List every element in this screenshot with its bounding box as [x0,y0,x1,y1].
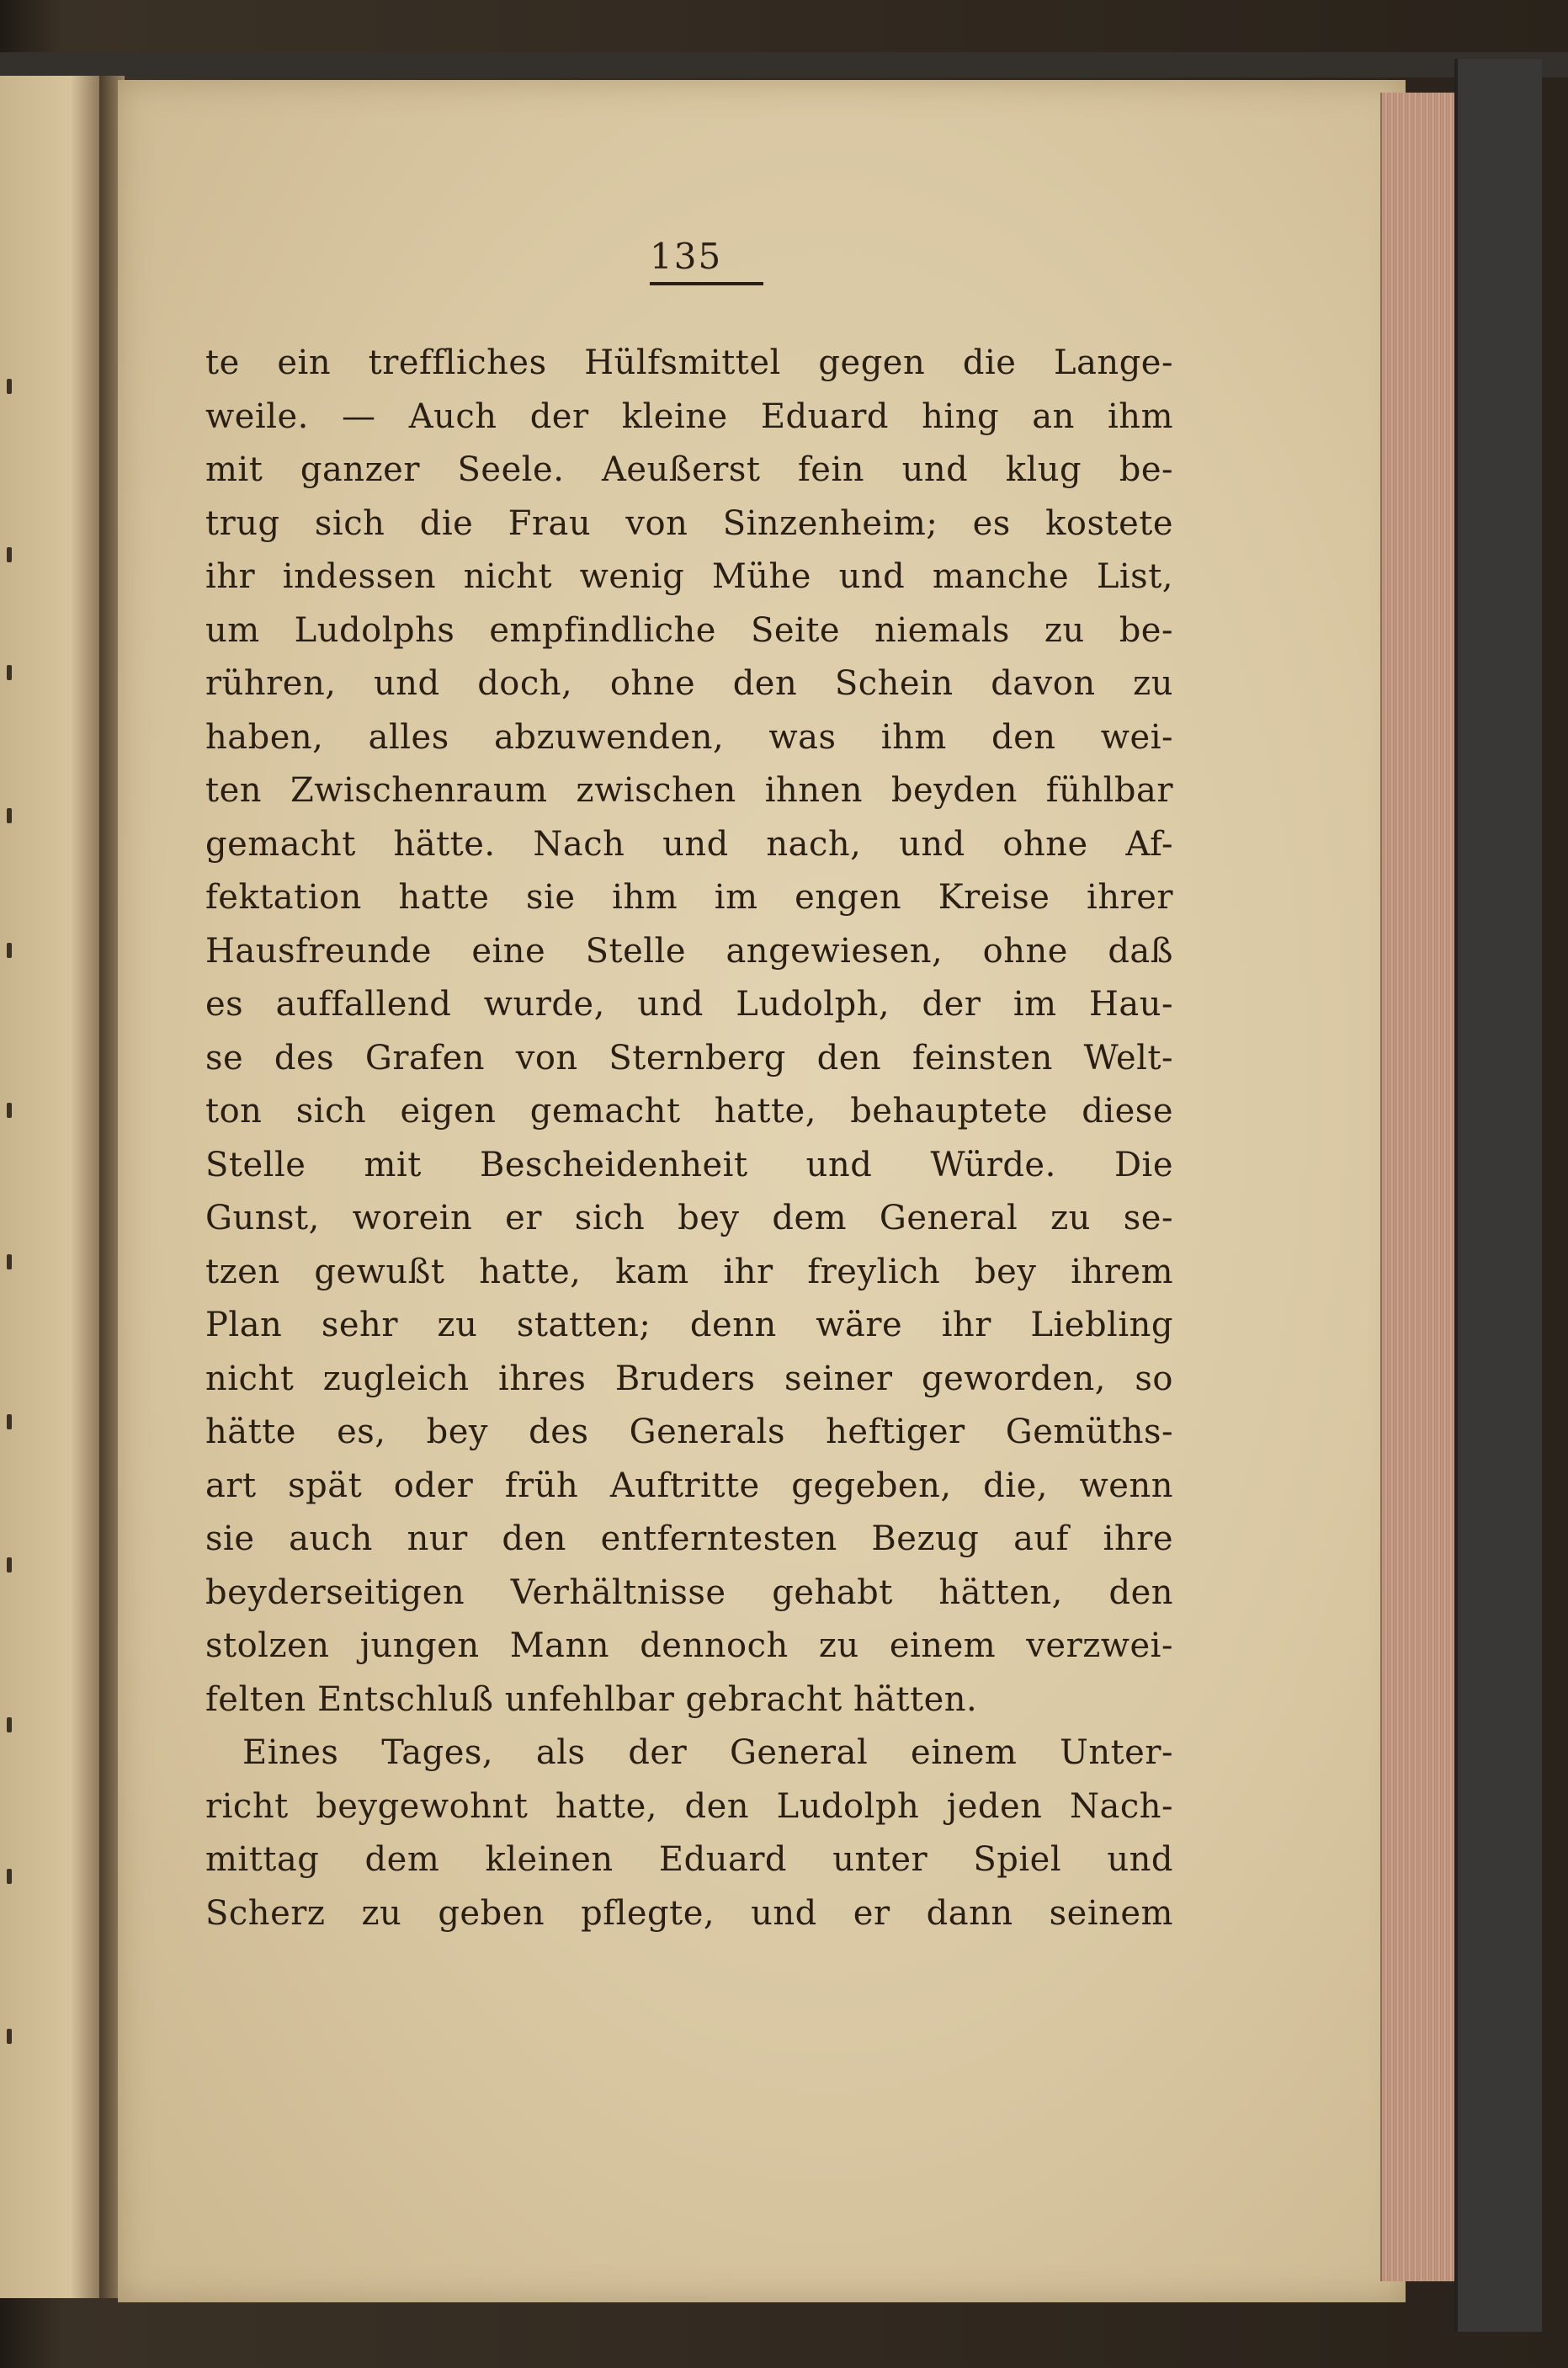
text-line: Stelle mit Bescheidenheit und Würde. Die [205,1145,1173,1184]
book-cover-right [1454,59,1542,2332]
text-line: beyderseitigen Verhältnisse gehabt hätten, den [205,1572,1173,1612]
text-line: se des Grafen von Sternberg den feinsten Welt- [205,1038,1173,1078]
text-mark [7,665,12,680]
text-line: Plan sehr zu statten; denn wäre ihr Liebling [205,1306,1173,1344]
text-line: mittag dem kleinen Eduard unter Spiel und [205,1840,1173,1879]
text-mark [7,2029,12,2044]
text-line: haben, alles abzuwenden, was ihm den wei- [205,717,1173,757]
text-line: rühren, und doch, ohne den Schein davon zu [205,664,1173,703]
text-line: sie auch nur den entferntesten Bezug auf ihre [205,1519,1173,1558]
text-line: weile. — Auch der kleine Eduard hing an ihm [205,396,1173,436]
text-line: stolzen jungen Mann dennoch zu einem verzwei- [205,1626,1173,1665]
text-line: tzen gewußt hatte, kam ihr freylich bey ihrem [205,1252,1173,1291]
text-mark [7,547,12,562]
text-mark [7,808,12,823]
text-line: ten Zwischenraum zwischen ihnen beyden fühlbar [205,771,1173,810]
text-mark [7,1557,12,1572]
text-mark [7,1717,12,1732]
page-number-rule [650,282,763,285]
text-mark [7,1414,12,1429]
text-line: es auffallend wurde, und Ludolph, der im Hau- [205,985,1173,1024]
page-edges [1380,93,1458,2281]
text-line: Scherz zu geben pflegte, und er dann seinem [205,1893,1173,1933]
text-line: Eines Tages, als der General einem Unter- [242,1733,1173,1772]
text-line: richt beygewohnt hatte, den Ludolph jeden Nach- [205,1786,1173,1826]
book-cover-top [0,52,1568,77]
text-line: felten Entschluß unfehlbar gebracht hätten. [205,1679,978,1719]
text-line: um Ludolphs empfindliche Seite niemals zu be- [205,610,1173,650]
left-page-text-marks [7,76,24,2298]
text-mark [7,1869,12,1884]
text-line: Hausfreunde eine Stelle angewiesen, ohne daß [205,931,1173,971]
text-line: fektation hatte sie ihm im engen Kreise ihrer [205,878,1173,917]
text-line: hätte es, bey des Generals heftiger Gemüths- [205,1413,1173,1451]
text-line: nicht zugleich ihres Bruders seiner geworden, so [205,1359,1173,1398]
text-line: Gunst, worein er sich bey dem General zu se- [205,1199,1173,1237]
text-mark [7,379,12,394]
text-line: trug sich die Frau von Sinzenheim; es kostete [205,503,1173,543]
page-number: 135 [650,236,723,277]
text-mark [7,943,12,958]
text-body [205,337,1173,1940]
text-line: ton sich eigen gemacht hatte, behauptete diese [205,1092,1173,1131]
text-line: ihr indessen nicht wenig Mühe und manche List, [205,557,1173,596]
text-line: art spät oder früh Auftritte gegeben, die, wenn [205,1466,1173,1505]
text-line: te ein treffliches Hülfsmittel gegen die Lange- [205,343,1173,382]
text-line: mit ganzer Seele. Aeußerst fein und klug be- [205,450,1173,489]
text-mark [7,1254,12,1269]
text-mark [7,1103,12,1118]
text-line: gemacht hätte. Nach und nach, und ohne Af- [205,824,1173,864]
left-facing-page [0,76,104,2298]
